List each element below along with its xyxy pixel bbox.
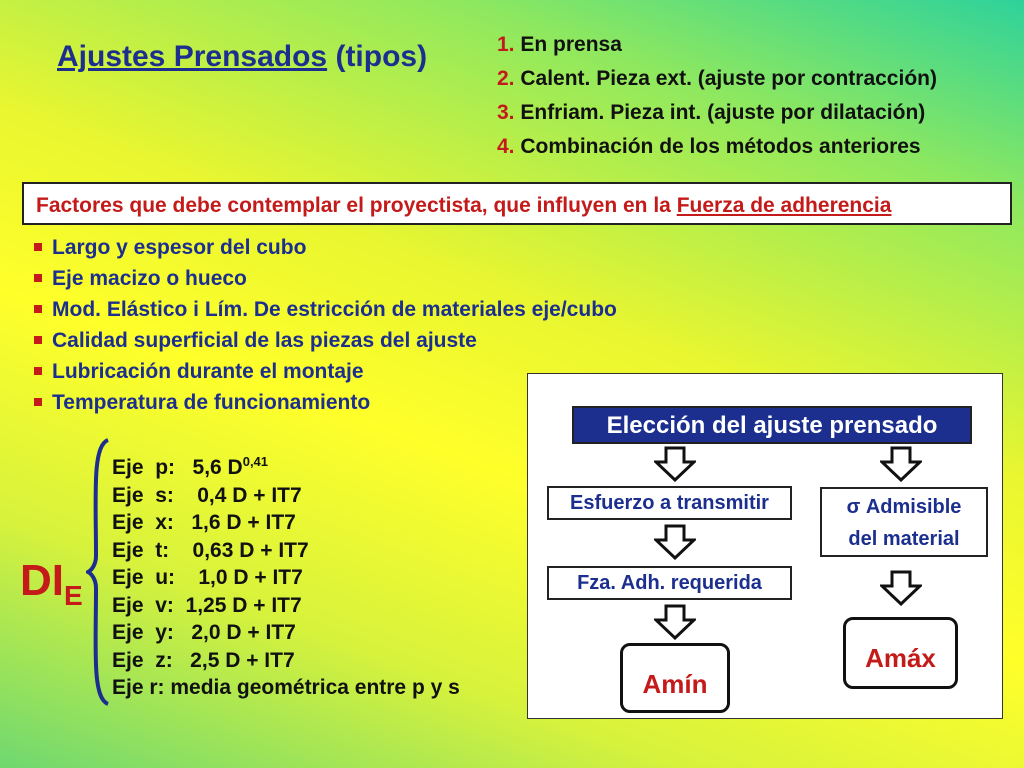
factors-banner — [22, 182, 1012, 225]
down-arrow-icon — [654, 446, 696, 482]
equation-line: Eje v: 1,25 D + IT7 — [112, 593, 302, 617]
slide-title — [57, 40, 427, 74]
down-arrow-icon — [654, 524, 696, 560]
types-list — [497, 28, 937, 164]
down-arrow-icon — [654, 604, 696, 640]
equation-line: Eje p: 5,6 D$^{0,41}$ — [112, 454, 269, 479]
equation-line: Eje x: 1,6 D + IT7 — [112, 511, 296, 534]
bullet-icon — [34, 243, 42, 251]
esfuerzo-box: Esfuerzo a transmitir — [547, 486, 792, 520]
list-item: Largo y espesor del cubo — [30, 232, 617, 263]
admisible-box: σ Admisible del material — [820, 487, 988, 557]
title-suffix: (tipos) — [335, 40, 428, 73]
title-main: Ajustes Prensados — [57, 40, 328, 73]
equation-line: Eje s: 0,4 D + IT7 — [112, 483, 302, 507]
equation-line: Eje y: 2,0 D + IT7 — [112, 621, 296, 644]
eleccion-box: Elección del ajuste prensado — [572, 406, 972, 444]
bullet-icon — [34, 367, 42, 375]
down-arrow-icon — [880, 570, 922, 606]
amax-box: Amáx — [843, 617, 958, 689]
type-item: 1. En prensa — [497, 33, 622, 56]
list-item: Lubricación durante el montaje — [30, 356, 617, 387]
equation-line: Eje r: media geométrica entre p y s — [112, 676, 460, 699]
die-label: $DI_E$ — [20, 556, 83, 611]
type-item: 4. Combinación de los métodos anteriores — [497, 135, 921, 158]
list-item: Temperatura de funcionamiento — [30, 387, 617, 418]
bullet-icon — [34, 398, 42, 406]
list-item: Calidad superficial de las piezas del ajuste — [30, 325, 617, 356]
factors-lead: Factores que debe contemplar el proyectista, que influyen en la — [36, 194, 671, 217]
down-arrow-icon — [880, 446, 922, 482]
exponent: 0,41 — [242, 454, 269, 469]
equation-line: Eje u: 1,0 D + IT7 — [112, 566, 303, 589]
amin-box: Amín — [620, 643, 730, 713]
type-item: 2. Calent. Pieza ext. (ajuste por contracción) — [497, 67, 937, 90]
bullet-icon — [34, 336, 42, 344]
equations-list — [112, 448, 460, 702]
bullet-icon — [34, 274, 42, 282]
factors-link: Fuerza de adherencia — [676, 194, 892, 217]
list-item: Mod. Elástico i Lím. De estricción de materiales eje/cubo — [30, 294, 617, 325]
type-item: 3. Enfriam. Pieza int. (ajuste por dilatación) — [497, 101, 926, 124]
equation-line: Eje t: 0,63 D + IT7 — [112, 538, 309, 562]
fza-box: Fza. Adh. requerida — [547, 566, 792, 600]
bullet-icon — [34, 305, 42, 313]
list-item: Eje macizo o hueco — [30, 263, 617, 294]
equation-line: Eje z: 2,5 D + IT7 — [112, 648, 295, 672]
left-brace-icon — [86, 436, 112, 708]
